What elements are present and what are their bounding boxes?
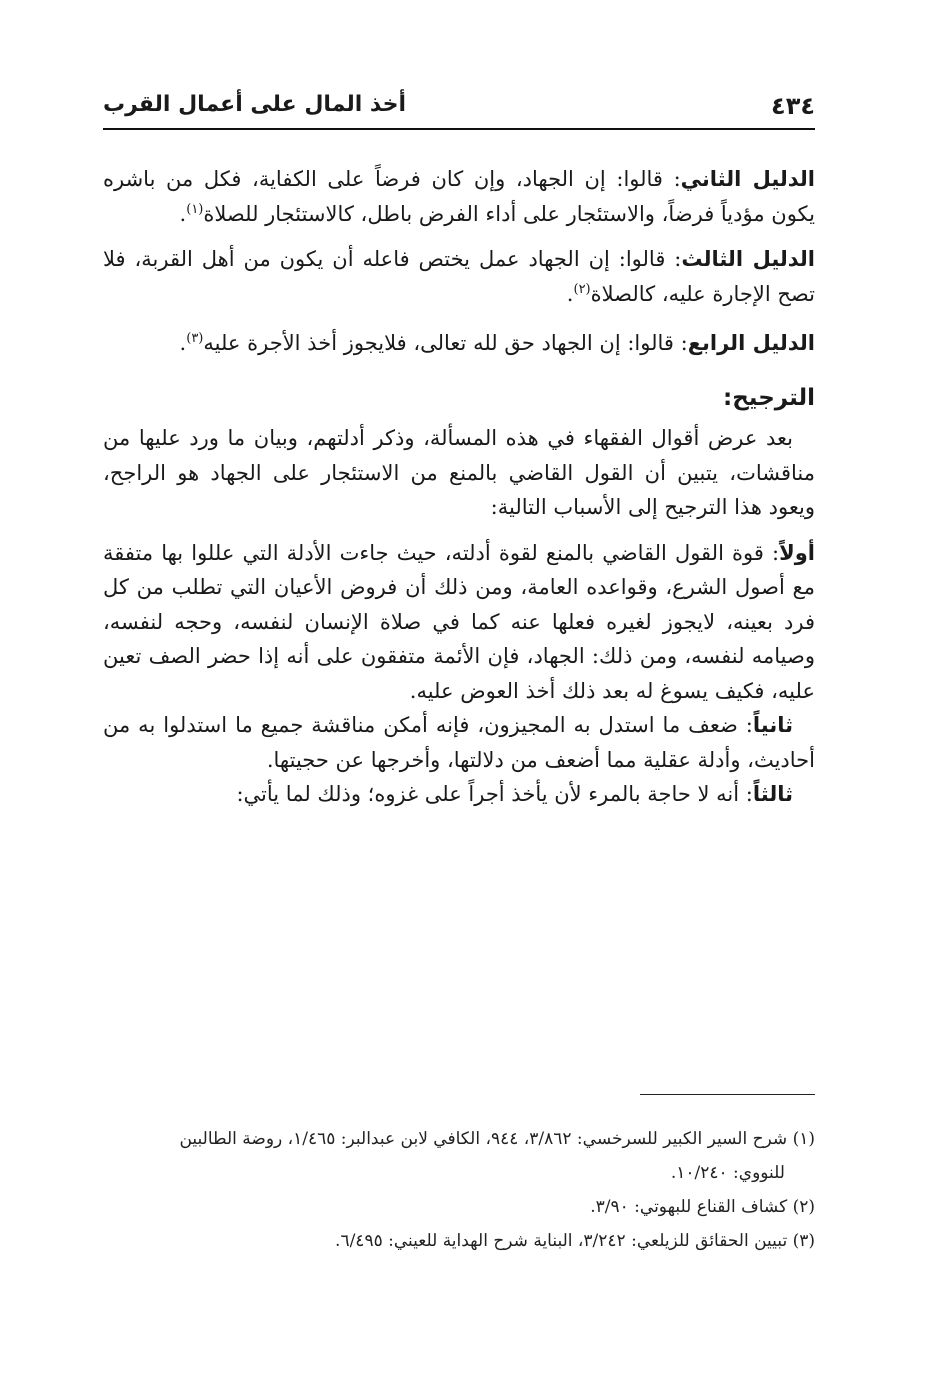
paragraph-label: أولاً — [779, 540, 815, 565]
paragraph-end: . — [179, 201, 187, 226]
footnote-1-continuation: للنووي: ١٠/٢٤٠. — [670, 1163, 785, 1183]
page-header — [103, 90, 815, 126]
paragraph-text: : أنه لا حاجة بالمرء لأن يأخذ أجراً على غزوه؛ وذلك لما يأتي: — [236, 782, 753, 806]
paragraph-label: الدليل الثالث — [681, 247, 815, 271]
footnote-ref: (٢) — [573, 281, 591, 297]
paragraph-label: ثانياً — [752, 713, 793, 737]
header-rule — [103, 128, 815, 130]
body-text — [103, 162, 815, 812]
running-title: أخذ المال على أعمال القرب — [103, 92, 407, 117]
paragraph-fourth-evidence — [103, 326, 815, 361]
footnotes — [103, 1122, 815, 1258]
page-number: ٤٣٤ — [771, 92, 815, 120]
paragraph-intro: بعد عرض أقوال الفقهاء في هذه المسألة، وذكر أدلتهم، وبيان ما ورد عليها من مناقشات، يتبين أن القول القاضي بالمنع من الاستئجار على الجهاد هو الراجح، ويعود هذا الترجيح إلى الأسباب التالية: — [103, 426, 815, 519]
paragraph-end: . — [179, 331, 187, 355]
footnote-1: (١) شرح السير الكبير للسرخسي: ٣/٨٦٢، ٩٤٤، الكافي لابن عبدالبر: ١/٤٦٥، روضة الطالبين — [179, 1129, 815, 1149]
paragraph-third-evidence — [103, 242, 815, 311]
paragraph-text: : ضعف ما استدل به المجيزون، فإنه أمكن مناقشة جميع ما استدلوا به من أحاديث، وأدلة عقلية مما أضعف من دلالتها، وأخرجها عن حجيتها. — [103, 713, 815, 772]
paragraph-second-evidence — [103, 162, 815, 231]
paragraph-label: الدليل الرابع — [687, 331, 815, 355]
paragraph-first-reason — [103, 536, 815, 709]
paragraph-label: الدليل الثاني — [680, 167, 815, 191]
footnote-ref: (١) — [186, 201, 204, 217]
paragraph-end: . — [566, 281, 574, 306]
paragraph-label: ثالثاً — [752, 782, 793, 806]
footnote-rule — [640, 1094, 815, 1095]
footnote-3: (٣) تبيين الحقائق للزيلعي: ٣/٢٤٢، البناية شرح الهداية للعيني: ٦/٤٩٥. — [335, 1231, 815, 1251]
paragraph-text: : قالوا: إن الجهاد، وإن كان فرضاً على الكفاية، فكل من باشره يكون مؤدياً فرضاً، والاستئجار على أداء الفرض باطل، كالاستئجار للصلاة — [103, 167, 815, 226]
paragraph-text: : قالوا: إن الجهاد عمل يختص فاعله أن يكون من أهل القربة، فلا تصح الإجارة عليه، كالصلاة — [103, 247, 815, 306]
paragraph-third-reason — [103, 777, 815, 812]
paragraph-text: : قالوا: إن الجهاد حق لله تعالى، فلايجوز أخذ الأجرة عليه — [203, 331, 688, 355]
footnote-ref: (٣) — [186, 331, 204, 346]
paragraph-text: : قوة القول القاضي بالمنع لقوة أدلته، حيث جاءت الأدلة التي عللوا بها متفقة مع أصول الشرع، وقواعده العامة، ومن ذلك أن فروض الأعيان التي تطلب من كل فرد بعينه، لايجوز لغيره فعلها عنه كما في صلاة الإنسان لنفسه، وحجه لنفسه، وصيامه لنفسه، ومن ذلك: الجهاد، فإن الأئمة متفقون على أنه إذا حضر الصف تعين عليه، فكيف يسوغ له بعد ذلك أخذ العوض عليه. — [103, 540, 815, 703]
section-heading: الترجيح: — [723, 384, 815, 411]
paragraph-second-reason — [103, 708, 815, 777]
footnote-2: (٢) كشاف القناع للبهوتي: ٣/٩٠. — [590, 1197, 815, 1217]
